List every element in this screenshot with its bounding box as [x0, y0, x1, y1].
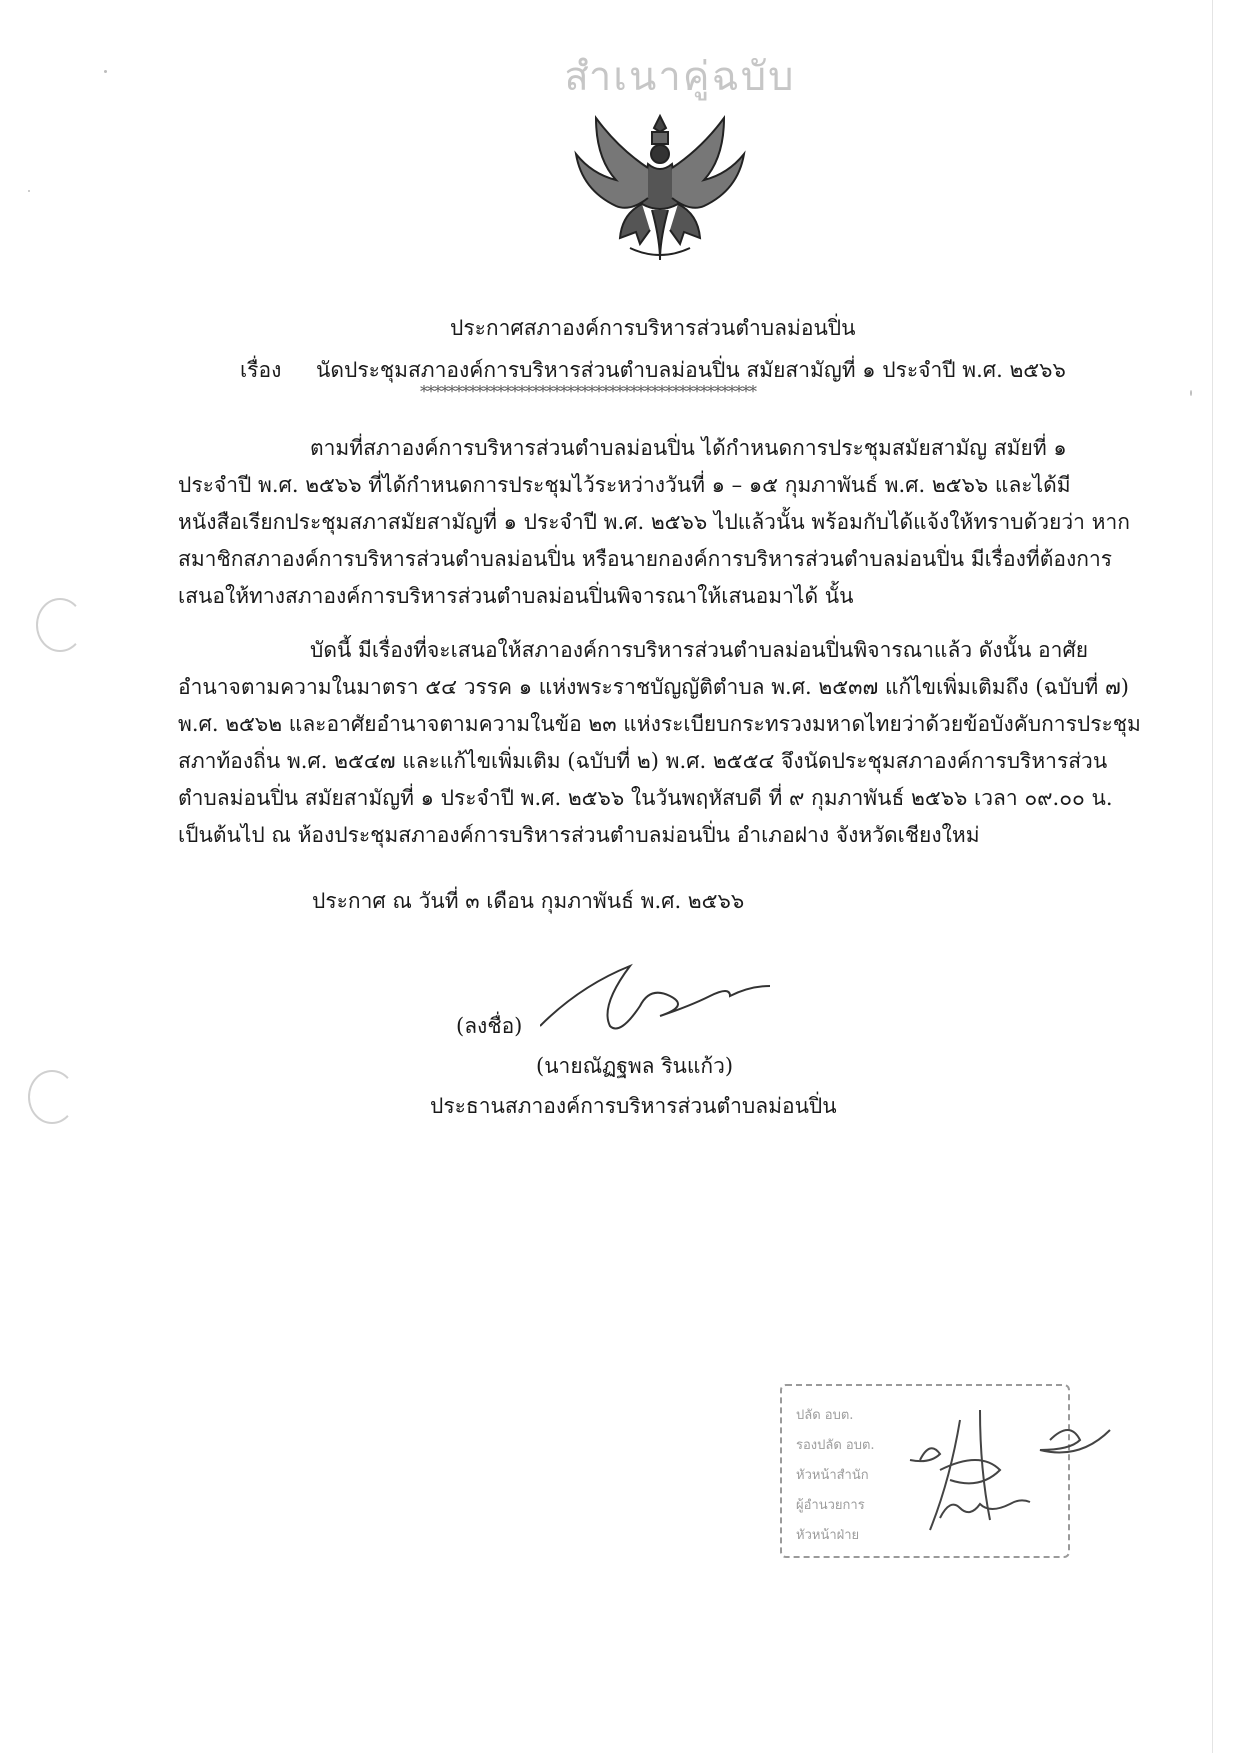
- paragraph-line: สภาท้องถิ่น พ.ศ. ๒๕๔๗ และแก้ไขเพิ่มเติม (ฉบับที่ ๒) พ.ศ. ๒๕๕๔ จึงนัดประชุมสภาองค์การบริหารส่วน: [178, 749, 1108, 773]
- stamp-row: หัวหน้าสำนัก: [796, 1468, 869, 1483]
- dateline: ประกาศ ณ วันที่ ๓ เดือน กุมภาพันธ์ พ.ศ. ๒๕๖๖: [312, 889, 745, 913]
- punch-hole: [36, 598, 84, 652]
- stamp-signatures: [880, 1400, 1120, 1550]
- signature-label: (ลงชื่อ): [456, 1014, 523, 1038]
- paragraph-line: ตำบลม่อนปิ่น สมัยสามัญที่ ๑ ประจำปี พ.ศ. ๒๕๖๖ ในวันพฤหัสบดี ที่ ๙ กุมภาพันธ์ ๒๕๖๖ เวลา ๐๙.๐๐ น.: [178, 786, 1113, 810]
- stamp-row: หัวหน้าฝ่าย: [796, 1528, 860, 1543]
- stamp-row: ปลัด อบต.: [796, 1408, 854, 1423]
- paragraph-line: อำนาจตามความในมาตรา ๕๔ วรรค ๑ แห่งพระราชบัญญัติตำบล พ.ศ. ๒๕๓๗ แก้ไขเพิ่มเติมถึง (ฉบับที่ ๗): [178, 675, 1129, 699]
- copy-stamp: สำเนาคู่ฉบับ: [564, 54, 796, 100]
- subject-label: เรื่อง: [240, 358, 282, 382]
- scan-speck: [28, 190, 30, 192]
- garuda-emblem-icon: [560, 98, 760, 268]
- paragraph-line: พ.ศ. ๒๕๖๒ และอาศัยอำนาจตามความในข้อ ๒๓ แห่งระเบียบกระทรวงมหาดไทยว่าด้วยข้อบังคับการประชุม: [178, 712, 1141, 736]
- signer-position: ประธานสภาองค์การบริหารส่วนตำบลม่อนปิ่น: [430, 1094, 837, 1118]
- paragraph-line: บัดนี้ มีเรื่องที่จะเสนอให้สภาองค์การบริหารส่วนตำบลม่อนปิ่นพิจารณาแล้ว ดังนั้น อาศัย: [310, 638, 1089, 662]
- paragraph-1: [178, 430, 1130, 615]
- paragraph-line: สมาชิกสภาองค์การบริหารส่วนตำบลม่อนปิ่น หรือนายกองค์การบริหารส่วนตำบลม่อนปิ่น มีเรื่องที่ต้องการ: [178, 547, 1113, 571]
- paragraph-2: [178, 632, 1141, 854]
- signer-name: (นายณัฏฐพล รินแก้ว): [536, 1054, 734, 1078]
- page-title: ประกาศสภาองค์การบริหารส่วนตำบลม่อนปิ่น: [450, 316, 856, 340]
- divider: ************************************************: [420, 382, 756, 401]
- stamp-row: รองปลัด อบต.: [796, 1438, 875, 1453]
- scan-speck: [104, 70, 107, 73]
- paragraph-line: ประจำปี พ.ศ. ๒๕๖๖ ที่ได้กำหนดการประชุมไว้ระหว่างวันที่ ๑ – ๑๕ กุมภาพันธ์ พ.ศ. ๒๕๖๖ และได้มี: [178, 473, 1071, 497]
- subject-text: นัดประชุมสภาองค์การบริหารส่วนตำบลม่อนปิ่น สมัยสามัญที่ ๑ ประจำปี พ.ศ. ๒๕๖๖: [316, 358, 1066, 382]
- punch-hole: [28, 1070, 76, 1124]
- scan-edge: [1212, 0, 1213, 1753]
- paragraph-line: หนังสือเรียกประชุมสภาสมัยสามัญที่ ๑ ประจำปี พ.ศ. ๒๕๖๖ ไปแล้วนั้น พร้อมกับได้แจ้งให้ทราบด้วยว่า หาก: [178, 510, 1130, 534]
- stamp-row: ผู้อำนวยการ: [796, 1498, 865, 1513]
- scan-speck: [1190, 390, 1192, 396]
- paragraph-line: ตามที่สภาองค์การบริหารส่วนตำบลม่อนปิ่น ได้กำหนดการประชุมสมัยสามัญ สมัยที่ ๑: [310, 436, 1067, 460]
- signature-mark: [540, 960, 820, 1040]
- paragraph-line: เสนอให้ทางสภาองค์การบริหารส่วนตำบลม่อนปิ่นพิจารณาให้เสนอมาได้ นั้น: [178, 584, 854, 608]
- paragraph-line: เป็นต้นไป ณ ห้องประชุมสภาองค์การบริหารส่วนตำบลม่อนปิ่น อำเภอฝาง จังหวัดเชียงใหม่: [178, 823, 980, 847]
